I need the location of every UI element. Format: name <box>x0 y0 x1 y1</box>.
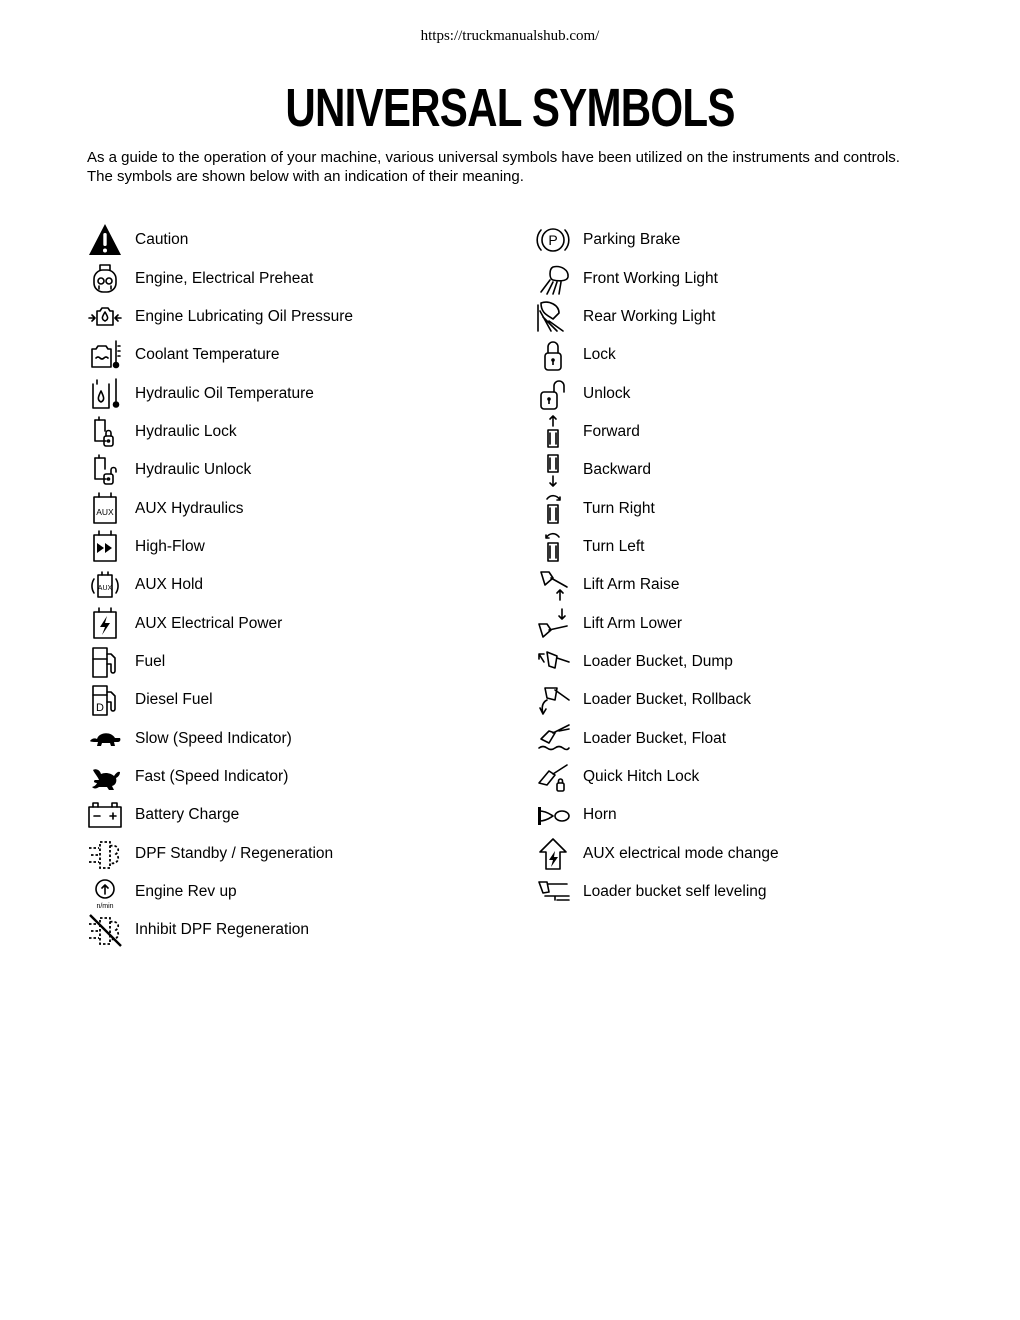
symbol-row <box>534 528 954 566</box>
turtle-icon <box>86 721 124 757</box>
symbol-row <box>534 489 954 527</box>
symbol-label: Slow (Speed Indicator) <box>135 729 292 747</box>
symbol-list-right <box>534 221 954 911</box>
engine-preheat-icon <box>86 261 124 297</box>
symbol-row <box>534 259 954 297</box>
bucket-rollback-icon <box>534 682 572 718</box>
turn-left-icon <box>534 529 572 565</box>
symbol-label: Fast (Speed Indicator) <box>135 767 289 785</box>
rabbit-icon <box>86 759 124 795</box>
bucket-float-icon <box>534 721 572 757</box>
symbol-row <box>86 528 506 566</box>
symbol-label: Engine Lubricating Oil Pressure <box>135 307 353 325</box>
backward-icon <box>534 452 572 488</box>
intro-text <box>87 148 957 186</box>
diesel-fuel-icon <box>86 682 124 718</box>
quick-hitch-lock-icon <box>534 759 572 795</box>
symbol-row <box>86 298 506 336</box>
symbol-row <box>534 221 954 259</box>
symbol-row <box>86 604 506 642</box>
aux-electrical-mode-icon <box>534 836 572 872</box>
symbol-row <box>86 336 506 374</box>
symbol-row <box>534 643 954 681</box>
symbol-label: Turn Right <box>583 499 655 517</box>
symbol-label: Forward <box>583 422 640 440</box>
front-working-light-icon <box>534 261 572 297</box>
fuel-icon <box>86 644 124 680</box>
forward-icon <box>534 414 572 450</box>
symbol-label: Coolant Temperature <box>135 346 280 364</box>
intro-line-1: As a guide to the operation of your machine, various universal symbols have been utilized on the instruments and controls. <box>87 149 900 166</box>
symbol-label: High-Flow <box>135 537 205 555</box>
symbol-label: Hydraulic Unlock <box>135 461 252 479</box>
oil-pressure-icon <box>86 299 124 335</box>
unlock-icon <box>534 376 572 412</box>
symbol-row <box>86 796 506 834</box>
symbol-row <box>534 681 954 719</box>
symbol-label: Diesel Fuel <box>135 691 213 709</box>
symbol-row <box>86 489 506 527</box>
header-url: https://truckmanualshub.com/ <box>420 28 600 44</box>
symbol-row <box>534 835 954 873</box>
symbol-label: Lock <box>583 346 616 364</box>
svg-text:AUX: AUX <box>96 506 114 517</box>
symbol-label: Lift Arm Raise <box>583 576 680 594</box>
lift-arm-raise-icon <box>534 567 572 603</box>
svg-text:D: D <box>96 702 104 715</box>
symbol-row <box>534 604 954 642</box>
page-title: UNIVERSAL SYMBOLS <box>285 78 735 138</box>
bucket-self-leveling-icon <box>534 874 572 910</box>
symbol-label: Engine, Electrical Preheat <box>135 269 314 287</box>
symbol-label: Turn Left <box>583 537 645 555</box>
symbol-label: Horn <box>583 806 617 824</box>
symbol-row <box>534 413 954 451</box>
svg-text:n/min: n/min <box>96 903 114 911</box>
symbol-label: Lift Arm Lower <box>583 614 683 632</box>
symbol-label: AUX electrical mode change <box>583 844 779 862</box>
symbol-row <box>534 451 954 489</box>
symbol-label: Loader bucket self leveling <box>583 883 767 901</box>
dpf-regeneration-icon <box>86 836 124 872</box>
parking-brake-icon <box>534 222 572 258</box>
symbol-row <box>86 374 506 412</box>
symbol-label: Front Working Light <box>583 269 718 287</box>
symbol-row <box>86 566 506 604</box>
symbol-row <box>86 835 506 873</box>
symbol-label: Inhibit DPF Regeneration <box>135 921 310 939</box>
symbol-label: Loader Bucket, Dump <box>583 652 733 670</box>
caution-icon <box>86 222 124 258</box>
symbol-row <box>534 758 954 796</box>
engine-rev-up-icon <box>86 874 124 910</box>
svg-text:AUX: AUX <box>97 585 113 593</box>
symbol-row <box>534 336 954 374</box>
symbol-label: DPF Standby / Regeneration <box>135 844 334 862</box>
intro-line-2: The symbols are shown below with an indication of their meaning. <box>87 168 524 185</box>
symbol-label: AUX Hydraulics <box>135 499 244 517</box>
symbol-row <box>534 796 954 834</box>
symbol-row <box>86 643 506 681</box>
bucket-dump-icon <box>534 644 572 680</box>
symbol-list-left <box>86 221 506 950</box>
rear-working-light-icon <box>534 299 572 335</box>
symbol-label: Engine Rev up <box>135 883 237 901</box>
symbol-label: Quick Hitch Lock <box>583 767 700 785</box>
symbol-label: Caution <box>135 231 189 249</box>
lock-icon <box>534 337 572 373</box>
turn-right-icon <box>534 491 572 527</box>
horn-icon <box>534 797 572 833</box>
symbol-row <box>86 221 506 259</box>
symbol-label: Parking Brake <box>583 231 681 249</box>
symbol-row <box>534 873 954 911</box>
hydraulic-lock-icon <box>86 414 124 450</box>
hydraulic-unlock-icon <box>86 452 124 488</box>
symbol-row <box>534 298 954 336</box>
symbol-row <box>534 566 954 604</box>
symbol-label: Hydraulic Oil Temperature <box>135 384 314 402</box>
symbol-label: AUX Hold <box>135 576 204 594</box>
aux-hydraulics-icon <box>86 491 124 527</box>
symbol-row <box>86 413 506 451</box>
symbol-row <box>86 911 506 949</box>
symbol-row <box>86 451 506 489</box>
symbol-label: Hydraulic Lock <box>135 422 237 440</box>
symbol-row <box>86 681 506 719</box>
symbol-row <box>86 758 506 796</box>
symbol-label: Fuel <box>135 652 166 670</box>
hydraulic-oil-temperature-icon <box>86 376 124 412</box>
inhibit-dpf-icon <box>86 912 124 948</box>
symbol-label: Loader Bucket, Float <box>583 729 727 747</box>
battery-icon <box>86 797 124 833</box>
symbol-row <box>86 719 506 757</box>
symbol-label: Backward <box>583 461 652 479</box>
symbol-label: Loader Bucket, Rollback <box>583 691 752 709</box>
aux-electrical-power-icon <box>86 606 124 642</box>
symbol-label: Battery Charge <box>135 806 240 824</box>
symbol-row <box>534 719 954 757</box>
symbol-row <box>534 374 954 412</box>
high-flow-icon <box>86 529 124 565</box>
svg-text:P: P <box>548 232 558 249</box>
symbol-row <box>86 259 506 297</box>
aux-hold-icon <box>86 567 124 603</box>
symbol-label: Unlock <box>583 384 631 402</box>
lift-arm-lower-icon <box>534 606 572 642</box>
symbol-label: Rear Working Light <box>583 307 716 325</box>
symbol-label: AUX Electrical Power <box>135 614 283 632</box>
symbol-row <box>86 873 506 911</box>
coolant-temperature-icon <box>86 337 124 373</box>
